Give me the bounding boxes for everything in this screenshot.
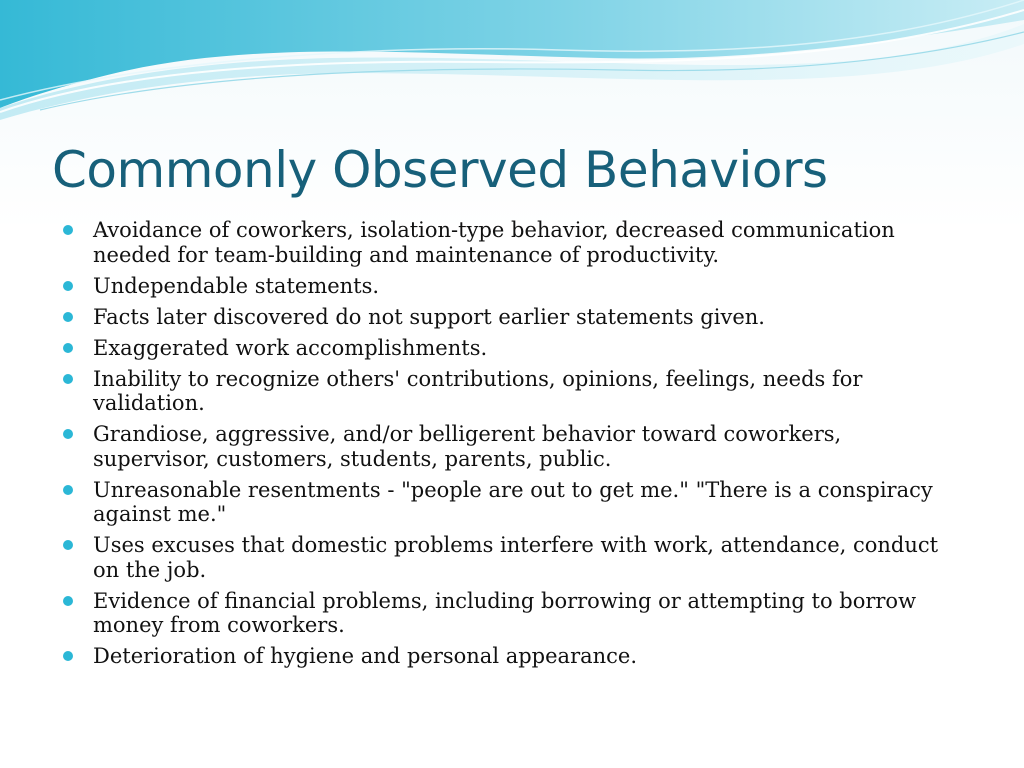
bullet-text: Exaggerated work accomplishments. [93, 335, 488, 360]
bullet-dot-icon [63, 343, 73, 353]
bullet-item [60, 478, 960, 527]
decorative-wave-header [0, 0, 1024, 130]
bullet-text: Deterioration of hygiene and personal appearance. [93, 644, 638, 668]
bullet-text: Facts later discovered do not support earlier statements given. [93, 304, 765, 329]
bullet-text: Avoidance of coworkers, isolation-type behavior, decreased communication needed for team-building and maintenance of productivity. [93, 218, 895, 267]
bullet-item [60, 305, 960, 330]
bullet-list [60, 218, 960, 675]
bullet-text: Unreasonable resentments - "people are out to get me." "There is a conspiracy against me." [93, 477, 933, 526]
bullet-item [60, 336, 960, 361]
bullet-dot-icon [63, 374, 73, 384]
bullet-item [60, 218, 960, 267]
bullet-dot-icon [63, 596, 73, 606]
bullet-item [60, 533, 960, 582]
bullet-item [60, 367, 960, 416]
bullet-item [60, 422, 960, 471]
bullet-dot-icon [63, 281, 73, 291]
bullet-item [60, 589, 960, 638]
bullet-dot-icon [63, 651, 73, 661]
bullet-item [60, 644, 960, 669]
bullet-text: Inability to recognize others' contributions, opinions, feelings, needs for validation. [93, 366, 863, 415]
bullet-dot-icon [63, 225, 73, 235]
bullet-dot-icon [63, 540, 73, 550]
bullet-dot-icon [63, 485, 73, 495]
bullet-dot-icon [63, 312, 73, 322]
bullet-text: Undependable statements. [93, 273, 380, 298]
bullet-text: Uses excuses that domestic problems interfere with work, attendance, conduct on the job. [93, 533, 939, 582]
slide-title: Commonly Observed Behaviors [52, 141, 828, 199]
bullet-dot-icon [63, 429, 73, 439]
bullet-text: Evidence of financial problems, including borrowing or attempting to borrow money from coworkers. [93, 588, 917, 637]
bullet-item [60, 274, 960, 299]
bullet-text: Grandiose, aggressive, and/or belligerent behavior toward coworkers, supervisor, customers, students, parents, public. [93, 422, 842, 471]
